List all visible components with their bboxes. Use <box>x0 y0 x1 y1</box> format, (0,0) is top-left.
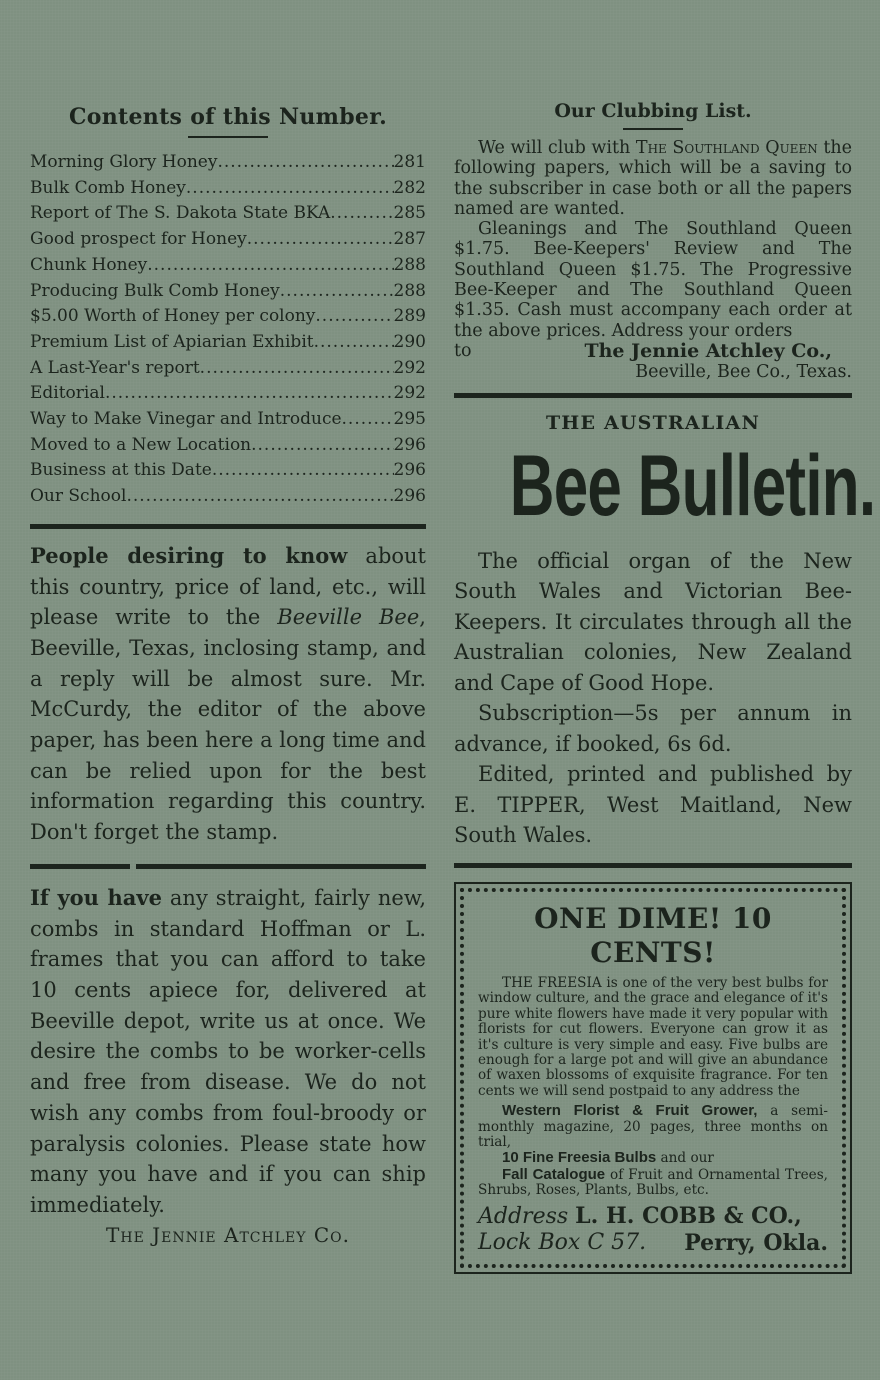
freesia-advertisement <box>454 882 852 1274</box>
contents-item <box>30 458 426 484</box>
signature: The Jennie Atchley Co. <box>106 1222 350 1247</box>
bulletin-publisher: Edited, printed and published by E. TIPPER, West Maitland, New South Wales. <box>454 762 852 848</box>
florist-magazine: Western Florist & Fruit Grower, <box>502 1102 758 1120</box>
contents-item-label: Way to Make Vinegar and Introduce <box>30 409 342 430</box>
magazine-desc: a semi-monthly magazine, 20 pages, three months on trial, <box>478 1103 828 1151</box>
address-label: Address <box>478 1203 569 1229</box>
ad-headline: ONE DIME! 10 CENTS! <box>534 901 772 969</box>
address-name: The Jennie Atchley Co., <box>584 339 832 362</box>
clubbing-address <box>454 341 852 362</box>
contents-item-label: A Last-Year's report <box>30 357 200 378</box>
contents-item <box>30 227 426 253</box>
contents-item-page: 288 <box>393 254 426 275</box>
bulletin-title: Bee Bulletin. <box>509 437 876 534</box>
contents-item-page: 295 <box>393 409 426 430</box>
notice-text: , Beeville, Texas, inclosing stamp, and a reply will be almost sure. Mr. McCurdy, the editor of the above paper, has been here a long time and can be relied upon for the best information regarding this country. Don't forget the stamp. <box>30 605 426 845</box>
contents-item-page: 296 <box>393 460 426 481</box>
bulletin-kicker: THE AUSTRALIAN <box>545 411 761 434</box>
address-name: L. H. COBB & CO., <box>575 1202 802 1229</box>
leader-dots <box>280 279 394 305</box>
to-label: to <box>454 340 472 361</box>
contents-item <box>30 201 426 227</box>
notice-text: about this country, price of land, etc., will please write to the <box>30 543 426 630</box>
contents-item <box>30 356 426 382</box>
contents-title: Contents of this Number. <box>68 104 388 130</box>
contents-item <box>30 381 426 407</box>
land-inquiry-notice <box>30 541 426 848</box>
contents-item <box>30 253 426 279</box>
contents-item-label: Premium List of Apiarian Exhibit <box>30 331 314 352</box>
ad-catalogue <box>478 1167 828 1199</box>
contents-item-page: 296 <box>393 486 426 507</box>
combs-wanted-notice <box>30 883 426 1221</box>
contents-item-page: 292 <box>393 383 426 404</box>
contents-item-page: 281 <box>393 152 426 172</box>
contents-item <box>30 176 426 202</box>
leader-dots <box>314 330 394 356</box>
contents-item <box>30 279 426 305</box>
notice-text: any straight, fairly new, combs in standard Hoffman or L. frames that you can afford to take 10 cents apiece for, delivered at Beeville depot, write us at once. We desire the combs to be worker-cells and free from disease. We do not wish any combs from foul-broody or paralysis colonies. Please state how many you have and if you can ship immediately. <box>30 885 426 1217</box>
contents-item-label: Our School <box>30 486 127 507</box>
contents-item-label: Moved to a New Location <box>30 434 252 455</box>
contents-item-label: Morning Glory Honey <box>30 152 218 172</box>
contents-item <box>30 304 426 330</box>
bulbs-offer: 10 Fine Freesia Bulbs <box>502 1149 657 1167</box>
section-rule <box>454 393 852 398</box>
section-rule <box>30 864 426 869</box>
contents-item-label: Chunk Honey <box>30 254 148 275</box>
contents-item-label: Business at this Date <box>30 460 212 481</box>
ad-address <box>478 1203 828 1256</box>
leader-dots <box>247 227 394 253</box>
leader-dots <box>342 407 394 433</box>
title-rule <box>623 128 683 130</box>
leader-dots <box>315 304 393 330</box>
bulletin-subscription: Subscription—5s per annum in advance, if booked, 6s 6d. <box>454 701 852 756</box>
clubbing-text <box>454 138 852 341</box>
catalogue-offer: Fall Catalogue <box>502 1165 606 1183</box>
leader-dots <box>147 253 393 279</box>
leader-dots <box>251 433 393 459</box>
right-column <box>454 100 876 1274</box>
contents-item-page: 296 <box>393 434 426 455</box>
contents-list <box>30 150 426 510</box>
paper-name: Beeville Bee <box>277 605 420 630</box>
contents-item <box>30 330 426 356</box>
contents-item <box>30 407 426 433</box>
contents-item-page: 290 <box>393 331 426 352</box>
bulbs-tail: and our <box>656 1150 714 1167</box>
leader-dots <box>126 484 393 510</box>
contents-item-page: 292 <box>393 357 426 378</box>
address-city: Perry, Okla. <box>684 1229 828 1256</box>
section-rule <box>30 524 426 529</box>
clubbing-intro: We will club with <box>478 138 636 158</box>
leader-dots <box>200 356 394 382</box>
catalogue-desc: of Fruit and Ornamental Trees, Shrubs, Roses, Plants, Bulbs, etc. <box>478 1166 828 1199</box>
clubbing-offers: Gleanings and The Southland Queen $1.75. Bee-Keepers' Review and The Southland Queen $1.75. The Progressive Bee-Keeper and The Southland Queen $1.35. Cash must accompany each order at the above prices. Address your orders <box>454 219 852 341</box>
left-column <box>30 100 426 1247</box>
title-rule <box>188 136 268 138</box>
contents-item-page: 288 <box>393 280 426 301</box>
section-rule <box>454 863 852 868</box>
contents-item-page: 289 <box>393 306 426 327</box>
ad-bulbs <box>478 1150 828 1166</box>
leader-dots <box>186 176 394 202</box>
leader-dots <box>217 150 393 176</box>
notice-lead: If you have <box>30 884 162 910</box>
contents-item-label: Report of The S. Dakota State BKA <box>30 203 331 224</box>
contents-item-page: 282 <box>393 177 426 198</box>
ad-body: THE FREESIA is one of the very best bulbs for window culture, and the grace and elegance of it's pure white flowers have made it very popular with florists for cut flowers. Everyone can grow it as it's culture is very simple and easy. Five bulbs are enough for a large pot and will give an abundance of waxen blossoms of exquisite fragrance. For ten cents we will send postpaid to any address the <box>478 974 828 1099</box>
contents-item <box>30 433 426 459</box>
contents-item-page: 287 <box>393 229 426 250</box>
contents-item-page: 285 <box>393 203 426 224</box>
magazine-name: The Southland Queen <box>635 138 818 158</box>
bulletin-description: The official organ of the New South Wales and Victorian Bee-Keepers. It circulates through all the Australian colonies, New Zealand and Cape of Good Hope. <box>454 548 852 695</box>
leader-dots <box>212 458 394 484</box>
leader-dots <box>330 201 393 227</box>
clubbing-title: Our Clubbing List. <box>554 100 752 122</box>
notice-lead: People desiring to know <box>30 542 348 568</box>
contents-item <box>30 150 426 176</box>
contents-item-label: Editorial <box>30 383 105 404</box>
contents-item-label: Producing Bulk Comb Honey <box>30 280 280 301</box>
clubbing-intro: the following papers, which will be a saving to the subscriber in case both or all the papers named are wanted. <box>454 138 852 219</box>
ad-offer <box>478 1103 828 1150</box>
contents-item-label: Good prospect for Honey <box>30 229 247 250</box>
address-box: Lock Box C 57. <box>478 1229 647 1255</box>
leader-dots <box>105 381 394 407</box>
address-city: Beeville, Bee Co., Texas. <box>635 361 852 382</box>
contents-item-label: Bulk Comb Honey <box>30 177 186 198</box>
contents-item-label: $5.00 Worth of Honey per colony <box>30 306 316 327</box>
contents-item <box>30 484 426 510</box>
